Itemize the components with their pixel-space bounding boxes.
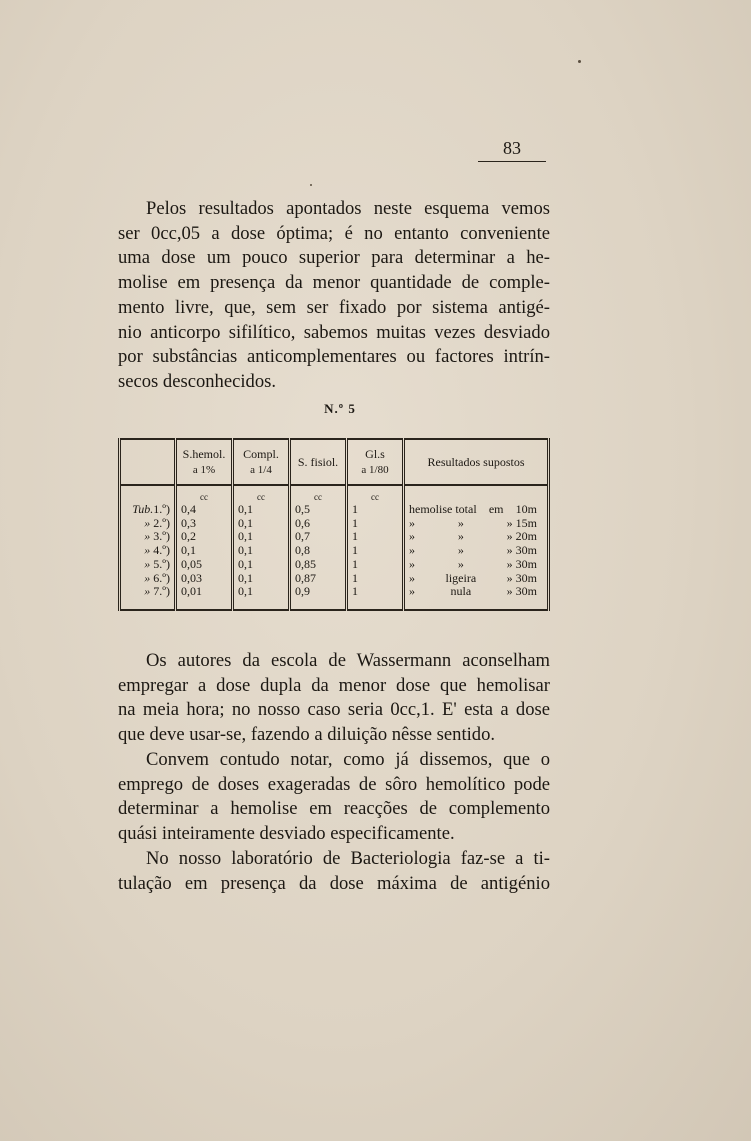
result-part: » 15m [506, 515, 537, 530]
result-part: » [409, 584, 415, 599]
tube-order: 6.º) [153, 570, 170, 585]
compl-cell: 0,1 [233, 544, 290, 558]
tube-cell [120, 558, 176, 572]
tube-cell [120, 572, 176, 586]
gls-cell: 1 [347, 503, 404, 517]
compl-cell: 0,1 [233, 503, 290, 517]
result-part: nula [450, 584, 472, 599]
page-number: 83 [478, 138, 546, 162]
result-cell [404, 544, 549, 558]
header-shemol-line1: S.hemol. [182, 446, 226, 461]
compl-cell: 0,1 [233, 558, 290, 572]
result-part: » 30m [506, 570, 537, 585]
result-part: » 30m [506, 584, 537, 599]
header-tube [120, 439, 176, 485]
paragraph-laboratorio [118, 847, 550, 896]
compl-cell: 0,1 [233, 517, 290, 531]
tube-order: 5.º) [153, 556, 170, 571]
table-caption: N.º 5 [324, 401, 356, 416]
tube-cell [120, 517, 176, 531]
tube-cell [120, 530, 176, 544]
result-part: » 20m [506, 529, 537, 544]
result-cell [404, 517, 549, 531]
result-part: » [409, 570, 415, 585]
sfisiol-cell: 0,6 [290, 517, 347, 531]
text-line: ser 0cc,05 a dose óptima; é no entanto conveniente [118, 222, 550, 244]
result-part: em [488, 502, 504, 516]
gls-cell: 1 [347, 558, 404, 572]
tube-order: 3.º) [153, 529, 170, 544]
header-shemol-line2: a 1% [192, 463, 216, 476]
gls-cell: 1 [347, 544, 404, 558]
gls-cell: 1 [347, 585, 404, 610]
sfisiol-cell: 0,8 [290, 544, 347, 558]
tube-cell [120, 585, 176, 610]
shemol-cell: 0,2 [176, 530, 233, 544]
result-part: » [457, 543, 464, 558]
results-table [118, 438, 550, 611]
text-line: na meia hora; no nosso caso seria 0cc,1. E' esta a dose [118, 699, 550, 721]
shemol-cell: 0,1 [176, 544, 233, 558]
text-line: que deve usar-se, fazendo a diluição nêsse sentido. [118, 724, 496, 746]
text-line: determinar a hemolise em reacções de complemento [118, 798, 550, 820]
tube-order: 1.º) [153, 502, 170, 516]
header-gls-line2: a 1/80 [361, 463, 389, 476]
shemol-cell: 0,03 [176, 572, 233, 586]
units-cell: cc [176, 485, 233, 503]
paragraph-wassermann [118, 649, 550, 748]
text-line: No nosso laboratório de Bacteriologia faz-se a ti- [146, 848, 550, 869]
tube-order: 4.º) [153, 543, 170, 558]
units-cell: cc [233, 485, 290, 503]
ink-speck [310, 184, 312, 186]
tube-order: 7.º) [153, 584, 170, 599]
shemol-cell: 0,3 [176, 517, 233, 531]
tube-label: » [144, 556, 151, 571]
tube-label: » [144, 543, 151, 558]
sfisiol-cell: 0,85 [290, 558, 347, 572]
table-row [120, 572, 549, 586]
result-part: » [409, 543, 415, 558]
table-row [120, 530, 549, 544]
sfisiol-cell: 0,9 [290, 585, 347, 610]
gls-cell: 1 [347, 572, 404, 586]
table-header-row [120, 439, 549, 485]
text-line: quási inteiramente desviado especificamente. [118, 823, 455, 845]
result-part: 10m [515, 502, 537, 516]
result-part: » [409, 556, 415, 571]
tube-label: Tub. [132, 502, 154, 516]
ink-speck [578, 60, 581, 63]
result-cell [404, 530, 549, 544]
text-line: nio anticorpo sifilítico, sabemos muitas vezes desviado [118, 321, 550, 343]
result-cell [404, 572, 549, 586]
text-line: Pelos resultados apontados neste esquema vemos [146, 198, 550, 219]
table-row [120, 544, 549, 558]
units-cell: cc [347, 485, 404, 503]
result-part: » [409, 529, 415, 544]
tube-cell [120, 503, 176, 517]
sfisiol-cell: 0,7 [290, 530, 347, 544]
tube-cell [120, 544, 176, 558]
result-part: » [457, 556, 464, 571]
units-cell [404, 485, 549, 503]
header-compl-line1: Compl. [243, 446, 279, 461]
tube-order: 2.º) [153, 515, 170, 530]
result-cell [404, 503, 549, 517]
shemol-cell: 0,4 [176, 503, 233, 517]
text-line: mento livre, que, sem ser fixado por sistema antigé- [118, 296, 550, 318]
header-gls-line1: Gl.s [365, 446, 385, 461]
result-part: » [409, 515, 415, 530]
sfisiol-cell: 0,87 [290, 572, 347, 586]
gls-cell: 1 [347, 530, 404, 544]
paragraph-results [118, 197, 550, 395]
text-line: empregar a dose dupla da menor dose que hemolisar [118, 674, 550, 696]
header-gls [347, 439, 404, 485]
text-line: secos desconhecidos. [118, 370, 277, 392]
header-compl-line2: a 1/4 [250, 463, 272, 476]
text-line: por substâncias anticomplementares ou factores intrín- [118, 346, 550, 368]
table-row [120, 503, 549, 517]
header-resultados: Resultados supostos [404, 439, 549, 485]
result-cell [404, 558, 549, 572]
gls-cell: 1 [347, 517, 404, 531]
tube-label: » [144, 515, 151, 530]
table-row [120, 585, 549, 610]
units-cell: cc [290, 485, 347, 503]
tube-label: » [144, 584, 151, 599]
tube-label: » [144, 570, 151, 585]
shemol-cell: 0,01 [176, 585, 233, 610]
tube-label: » [144, 529, 151, 544]
result-part: » [457, 529, 464, 544]
text-line: Convem contudo notar, como já dissemos, que o [146, 749, 550, 770]
sfisiol-cell: 0,5 [290, 503, 347, 517]
text-line: Os autores da escola de Wassermann aconselham [146, 650, 550, 671]
result-part: » 30m [506, 556, 537, 571]
result-part: » [457, 515, 464, 530]
units-cell [120, 485, 176, 503]
table-row [120, 558, 549, 572]
compl-cell: 0,1 [233, 530, 290, 544]
text-line: tulação em presença da dose máxima de antigénio [118, 872, 550, 894]
result-part: ligeira [445, 570, 477, 585]
compl-cell: 0,1 [233, 585, 290, 610]
shemol-cell: 0,05 [176, 558, 233, 572]
header-compl [233, 439, 290, 485]
result-part: » 30m [506, 543, 537, 558]
header-shemol [176, 439, 233, 485]
text-line: emprego de doses exageradas de sôro hemolítico pode [118, 773, 550, 795]
units-row [120, 485, 549, 503]
result-cell [404, 585, 549, 610]
table-row [120, 517, 549, 531]
text-line: uma dose um pouco superior para determinar a he- [118, 247, 550, 269]
text-line: molise em presença da menor quantidade de comple- [118, 272, 550, 294]
header-sfisiol: S. fisiol. [290, 439, 347, 485]
paragraph-convem [118, 748, 550, 847]
result-part: hemolise total [409, 502, 477, 516]
compl-cell: 0,1 [233, 572, 290, 586]
